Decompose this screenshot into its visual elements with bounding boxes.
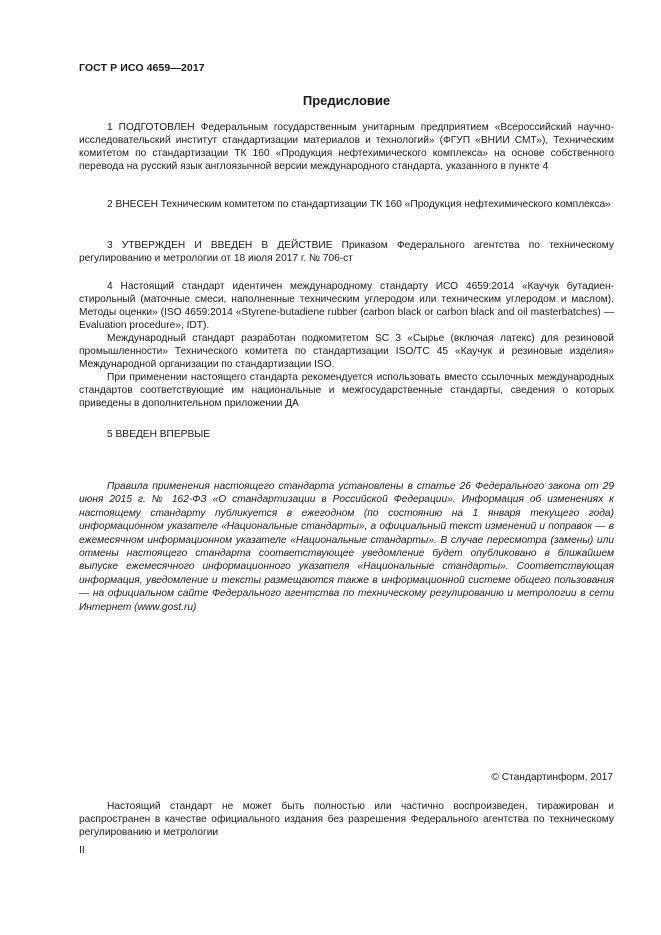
section-4 [79, 280, 614, 410]
document-code: ГОСТ Р ИСО 4659—2017 [79, 62, 205, 74]
section-5 [79, 428, 614, 441]
section-4-paragraph-3: При применении настоящего стандарта рекомендуется использовать вместо ссылочных международных стандартов соответствующие им национальные и межгосударственные стандарты, сведения о которых приведены в дополнительном приложении ДА [79, 372, 614, 409]
section-3-text: 3 УТВЕРЖДЕН И ВВЕДЕН В ДЕЙСТВИЕ Приказом Федерального агентства по техническому регулированию и метрологии от 18 июля 2017 г. № 706-ст [79, 240, 614, 264]
section-4-paragraph-2: Международный стандарт разработан подкомитетом SC 3 «Сырье (включая латекс) для резиновой промышленности» Технического комитета по стандартизации ISO/TC 45 «Каучук и резиновые изделия» Международной организации по стандартизации ISO. [79, 333, 614, 370]
section-4-paragraph-1: 4 Настоящий стандарт идентичен международному стандарту ИСО 4659:2014 «Каучук бутадиен-стирольный (маточные смеси, наполненные техническим углеродом или техническим углеродом и маслом). Методы оценки» (ISO 4659:2014 «Styrene-butadiene rubber (carbon black or carbon black and oil masterbatches) — Evaluation procedure», IDT). [79, 281, 614, 331]
copyright: © Стандартинформ, 2017 [491, 772, 613, 783]
notice-text: Правила применения настоящего стандарта установлены в статье 26 Федерального закона от 29 июня 2015 г. № 162-ФЗ «О стандартизации в Российской Федерации». Информация об изменениях к настоящему стандарту публикуется в ежегодном (по состоянию на 1 января текущего года) информационном указателе «Национальные стандарты», а официальный текст изменений и поправок — в ежемесячном информационном указателе «Национальные стандарты». В случае пересмотра (замены) или отмены настоящего стандарта соответствующее уведомление будет опубликовано в ближайшем выпуске ежемесячного информационного указателя «Национальные стандарты». Соответствующая информация, уведомление и тексты размещаются также в информационной системе общего пользования — на официальном сайте Федерального агентства по техническому регулированию и метрологии в сети Интернет (www.gost.ru) [79, 481, 614, 613]
section-2-text: 2 ВНЕСЕН Техническим комитетом по стандартизации ТК 160 «Продукция нефтехимического комплекса» [107, 199, 611, 210]
page-title: Предисловие [302, 93, 391, 108]
section-1-text: 1 ПОДГОТОВЛЕН Федеральным государственным унитарным предприятием «Всероссийский научно-исследовательский институт стандартизации материалов и технологий» (ФГУП «ВНИИ СМТ»), Техническим комитетом по стандартизации ТК 160 «Продукция нефтехимического комплекса» на основе собственного перевода на русский язык англоязычной версии международного стандарта, указанного в пункте 4 [79, 122, 614, 172]
reproduction-notice-text: Настоящий стандарт не может быть полностью или частично воспроизведен, тиражирован и распространен в качестве официального издания без разрешения Федерального агентства по техническому регулированию и метрологии [79, 801, 614, 838]
section-3 [79, 239, 614, 265]
section-1 [79, 121, 614, 173]
section-2 [79, 198, 614, 211]
reproduction-notice [79, 800, 614, 839]
section-5-text: 5 ВВЕДЕН ВПЕРВЫЕ [107, 429, 211, 440]
application-rules-notice [79, 480, 614, 614]
page-number: II [79, 844, 85, 856]
